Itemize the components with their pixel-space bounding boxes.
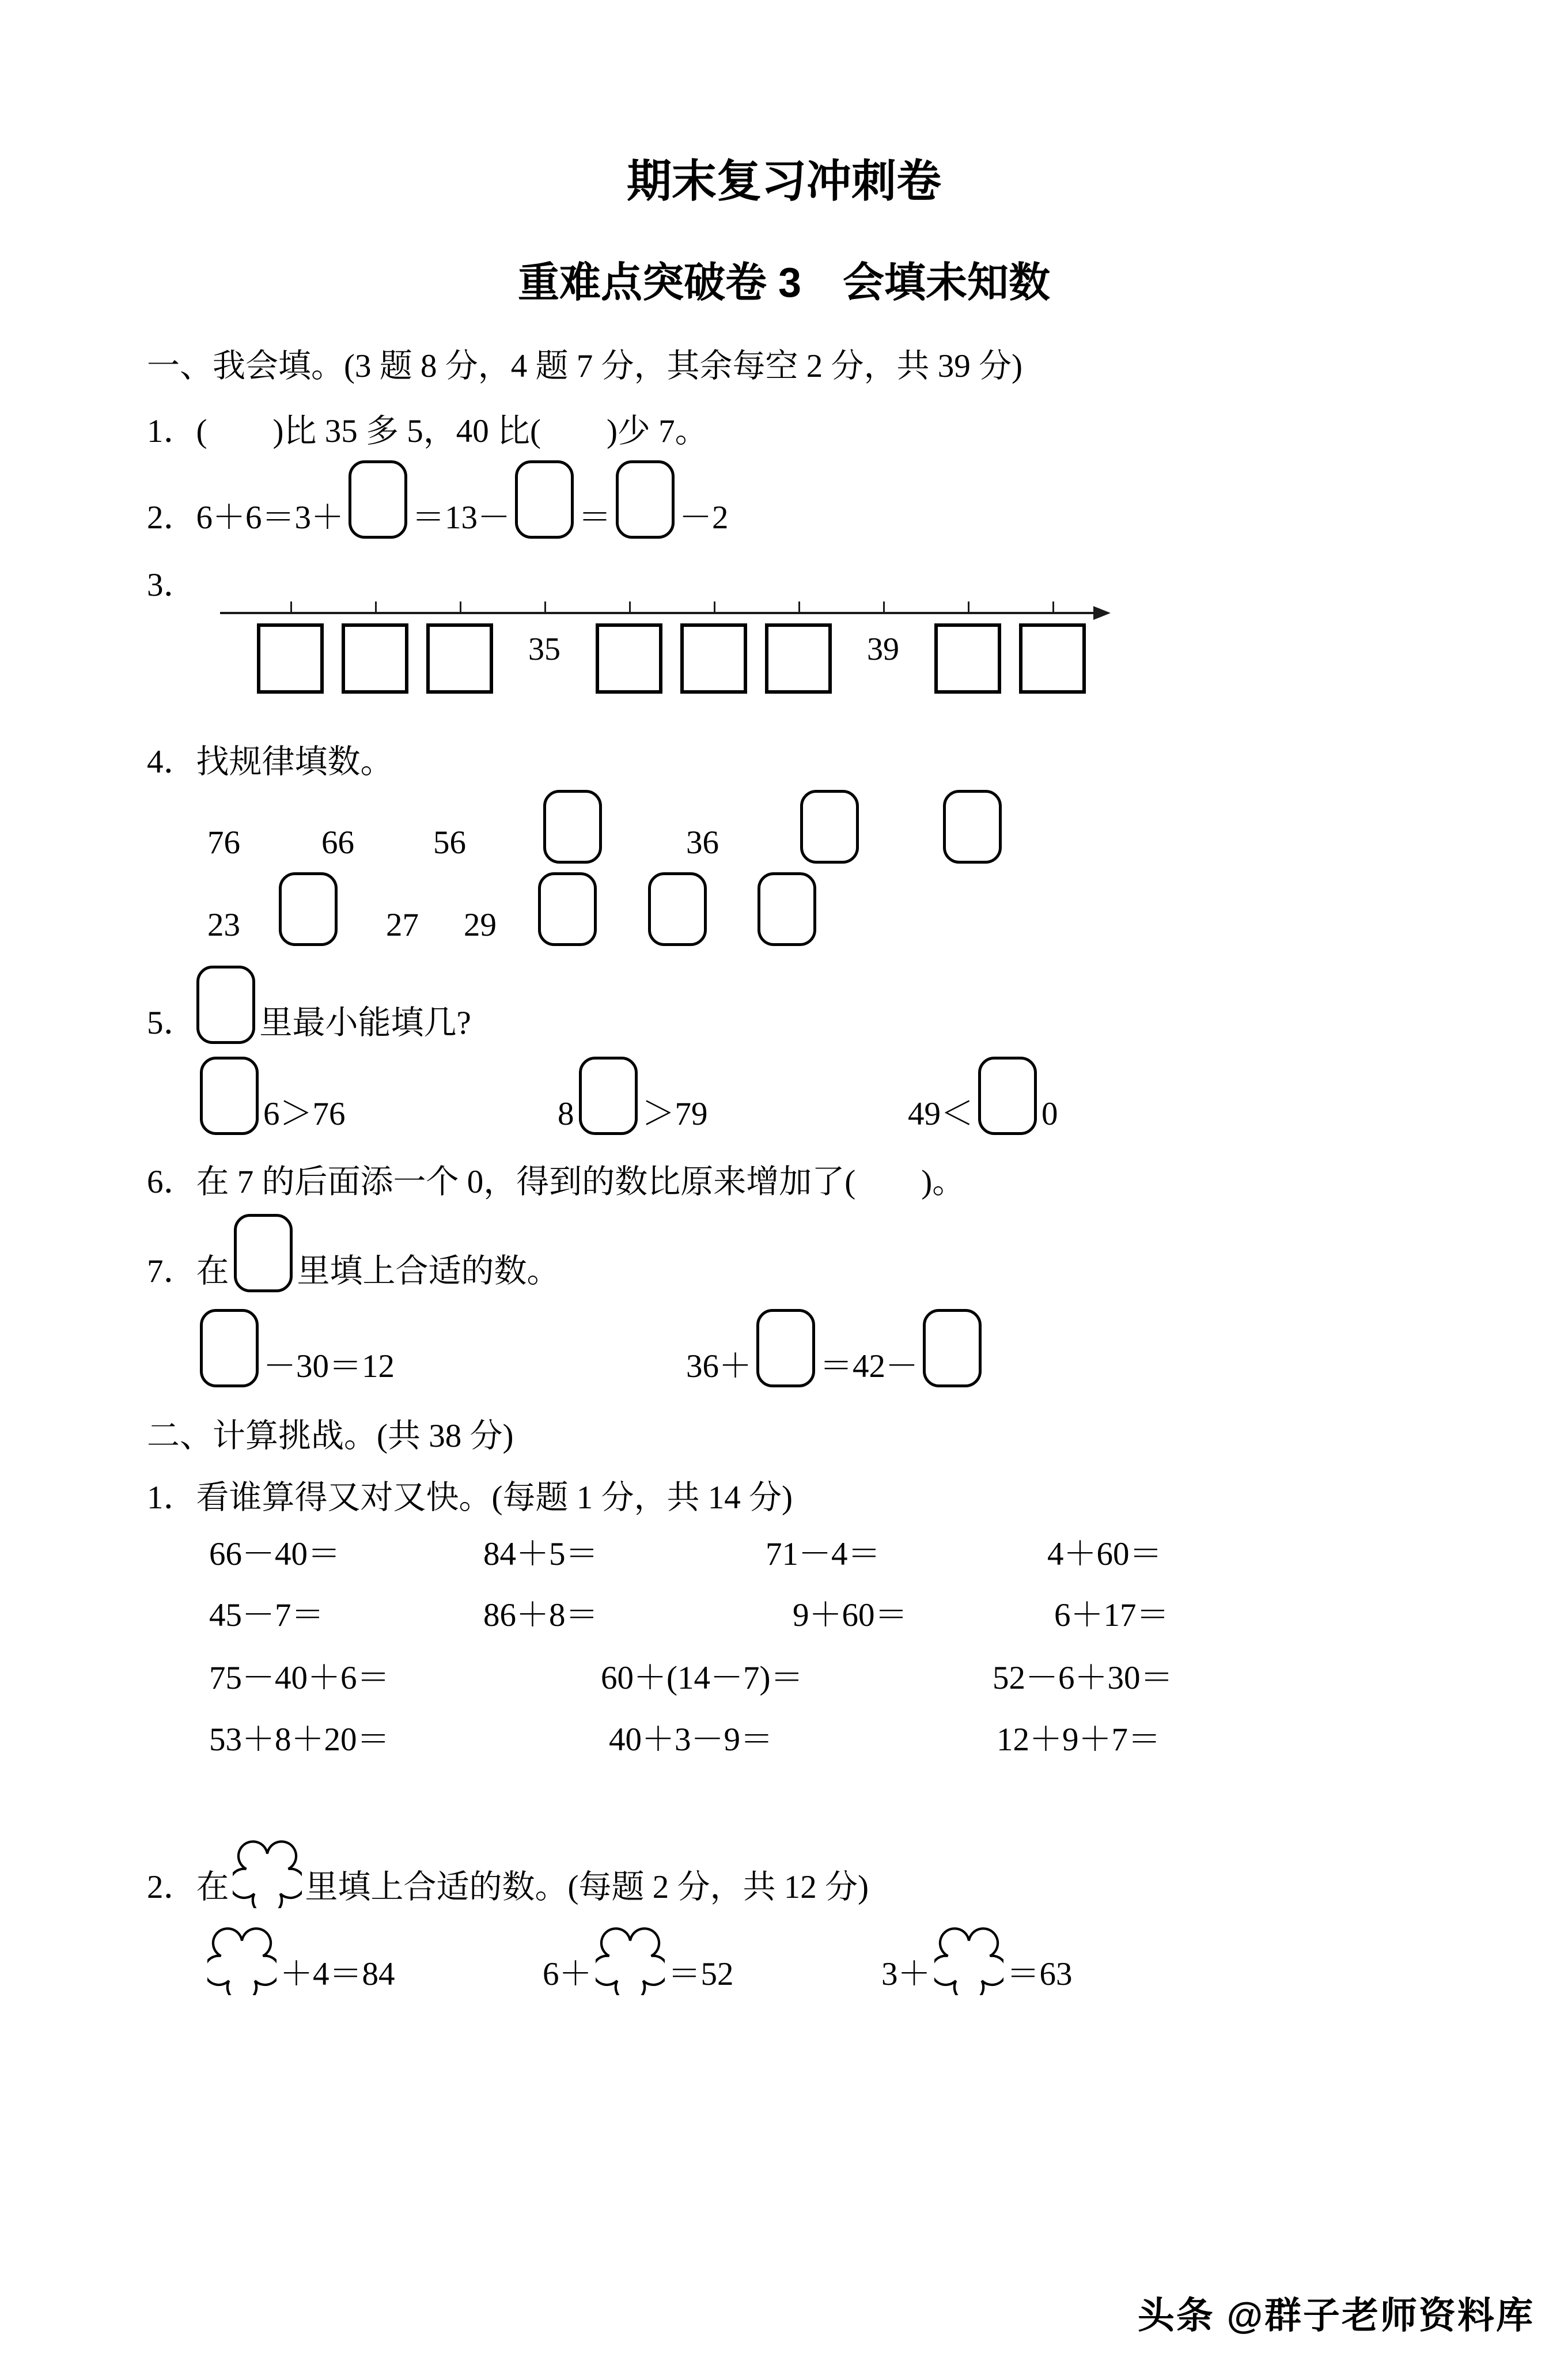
sequence-number: 66 [321, 824, 354, 861]
equation-segment: 36＋ [686, 1348, 752, 1384]
calc-problem: 53＋8＋20＝ [209, 1722, 390, 1758]
answer-box [978, 1057, 1037, 1135]
tick-mark [544, 601, 546, 612]
answer-box [279, 872, 338, 946]
tick-mark [714, 601, 715, 612]
calc-problem: 12＋9＋7＝ [997, 1722, 1161, 1758]
question-text: 在 [196, 1253, 229, 1289]
calc-problem: 45－7＝ [209, 1597, 324, 1634]
equation-segment: 6＋ [543, 1956, 592, 1993]
calc-problem: 66－40＝ [209, 1536, 340, 1573]
question-7-items [0, 1315, 1568, 1387]
tick-mark [968, 601, 969, 612]
equation-segment: －30＝12 [263, 1348, 395, 1384]
flower-icon [233, 1838, 302, 1908]
calc-problem: 86＋8＝ [483, 1597, 599, 1634]
sequence-number: 76 [207, 824, 240, 861]
answer-box [943, 790, 1002, 864]
tick-mark [375, 601, 377, 612]
question-number: 4． [147, 743, 196, 780]
s2-question-1-heading [147, 1478, 1568, 1518]
flower-icon [934, 1925, 1003, 1995]
question-text: 找规律填数。 [196, 743, 393, 780]
question-3 [147, 566, 1568, 603]
equation-segment: －2 [679, 499, 729, 536]
answer-box [543, 790, 602, 864]
equation-item [207, 1925, 395, 1995]
answer-box [934, 623, 1001, 694]
equation-segment: 6＞76 [263, 1096, 346, 1133]
calc-row [0, 1597, 1568, 1636]
equation-segment: 8 [558, 1096, 574, 1133]
answer-box [616, 460, 675, 539]
answer-box [515, 460, 574, 539]
answer-box [200, 1057, 259, 1135]
numberline-label: 39 [867, 631, 899, 667]
question-number: 2． [147, 1869, 196, 1906]
answer-box [648, 872, 707, 946]
equation-item [881, 1925, 1073, 1995]
answer-box [257, 623, 324, 694]
tick-mark [1052, 601, 1054, 612]
page-title: 期末复习冲刺卷 [626, 156, 941, 206]
question-text: ( )比 35 多 5，40 比( )少 7。 [196, 413, 708, 450]
inequality-item [908, 1057, 1058, 1135]
equation-segment: ＝63 [1006, 1956, 1073, 1993]
answer-box [800, 790, 859, 864]
question-4-row1 [0, 789, 1568, 864]
calc-problem: 84＋5＝ [483, 1536, 599, 1573]
worksheet-page [0, 158, 1568, 2376]
equation-segment: 6＋6＝3＋ [196, 499, 344, 536]
sequence-number: 36 [686, 824, 719, 861]
flower-icon [596, 1925, 665, 1995]
calc-problem: 52－6＋30＝ [993, 1660, 1173, 1697]
calc-row [0, 1722, 1568, 1761]
answer-box [349, 460, 407, 539]
calc-problem: 40＋3－9＝ [609, 1722, 773, 1758]
equation-segment: ＝ [578, 499, 611, 536]
question-number: 6． [147, 1164, 196, 1201]
page-subtitle: 重难点突破卷 3 会填未知数 [517, 260, 1051, 306]
calc-row [0, 1660, 1568, 1699]
question-text: 看谁算得又对又快。(每题 1 分，共 14 分) [196, 1479, 793, 1516]
equation-segment: ＝42－ [820, 1348, 918, 1384]
equation-segment: ＝13－ [412, 499, 510, 536]
calc-problem: 75－40＋6＝ [209, 1660, 390, 1697]
question-text: 里最小能填几? [259, 1005, 471, 1042]
s2-question-2-heading [147, 1838, 1568, 1908]
answer-box [680, 623, 747, 694]
section2-heading: 二、计算挑战。(共 38 分) [147, 1417, 514, 1454]
calc-problem: 71－4＝ [766, 1536, 881, 1573]
equation-item [543, 1925, 734, 1995]
calc-problem: 6＋17＝ [1054, 1597, 1169, 1634]
answer-box [596, 623, 662, 694]
question-text: 里填上合适的数。(每题 2 分，共 12 分) [305, 1869, 869, 1906]
question-5-items [0, 1063, 1568, 1135]
answer-box [196, 966, 255, 1044]
question-4-row2 [0, 871, 1568, 946]
question-text: 在 7 的后面添一个 0，得到的数比原来增加了( )。 [196, 1164, 965, 1201]
watermark: 头条 @群子老师资料库 [1137, 2295, 1535, 2336]
question-number: 2． [147, 499, 196, 536]
equation-segment: ＞79 [642, 1096, 708, 1133]
question-7-heading [147, 1214, 1568, 1292]
question-1 [147, 412, 1568, 451]
answer-box [342, 623, 408, 694]
question-2 [147, 460, 1568, 539]
question-number: 1． [147, 413, 196, 450]
answer-box [234, 1214, 293, 1292]
number-line [220, 601, 1153, 697]
question-number: 1． [147, 1479, 196, 1516]
equation-segment: 49＜ [908, 1096, 974, 1133]
answer-box [1019, 623, 1086, 694]
equation-segment: 3＋ [881, 1956, 931, 1993]
answer-box [426, 623, 493, 694]
question-text: 里填上合适的数。 [297, 1253, 560, 1289]
equation-segment: 0 [1041, 1096, 1058, 1133]
s2-question-2-items [0, 1923, 1568, 1995]
answer-box [756, 1309, 815, 1387]
question-text: 在 [196, 1869, 229, 1906]
axis-line [220, 612, 1096, 614]
calc-problem: 60＋(14－7)＝ [601, 1660, 804, 1697]
answer-box [765, 623, 832, 694]
question-number: 3． [147, 566, 196, 603]
tick-mark [798, 601, 800, 612]
tick-mark [460, 601, 461, 612]
question-4-heading [147, 743, 1568, 782]
equation-segment: ＋4＝84 [280, 1956, 395, 1993]
equation-segment: ＝52 [668, 1956, 734, 1993]
question-number: 7． [147, 1253, 196, 1289]
inequality-item [200, 1057, 346, 1135]
sequence-number: 56 [433, 824, 466, 861]
sequence-number: 23 [207, 907, 240, 944]
calc-problem: 4＋60＝ [1047, 1536, 1162, 1573]
question-5-heading [147, 966, 1568, 1044]
tick-mark [290, 601, 292, 612]
tick-mark [883, 601, 885, 612]
flower-icon [207, 1925, 277, 1995]
answer-box [758, 872, 816, 946]
sequence-number: 27 [386, 907, 419, 944]
section1-heading: 一、我会填。(3 题 8 分，4 题 7 分，其余每空 2 分，共 39 分) [147, 348, 1022, 384]
calc-row [0, 1536, 1568, 1575]
equation-item [200, 1309, 395, 1387]
calc-problem: 9＋60＝ [793, 1597, 908, 1634]
answer-box [200, 1309, 259, 1387]
arrowhead-icon [1093, 606, 1111, 620]
question-number: 5． [147, 1005, 196, 1042]
sequence-number: 29 [464, 907, 497, 944]
tick-mark [629, 601, 631, 612]
answer-box [923, 1309, 982, 1387]
inequality-item [558, 1057, 708, 1135]
numberline-label: 35 [528, 631, 560, 667]
answer-box [538, 872, 597, 946]
answer-box [579, 1057, 638, 1135]
equation-item [686, 1309, 986, 1387]
question-6 [147, 1163, 1568, 1202]
